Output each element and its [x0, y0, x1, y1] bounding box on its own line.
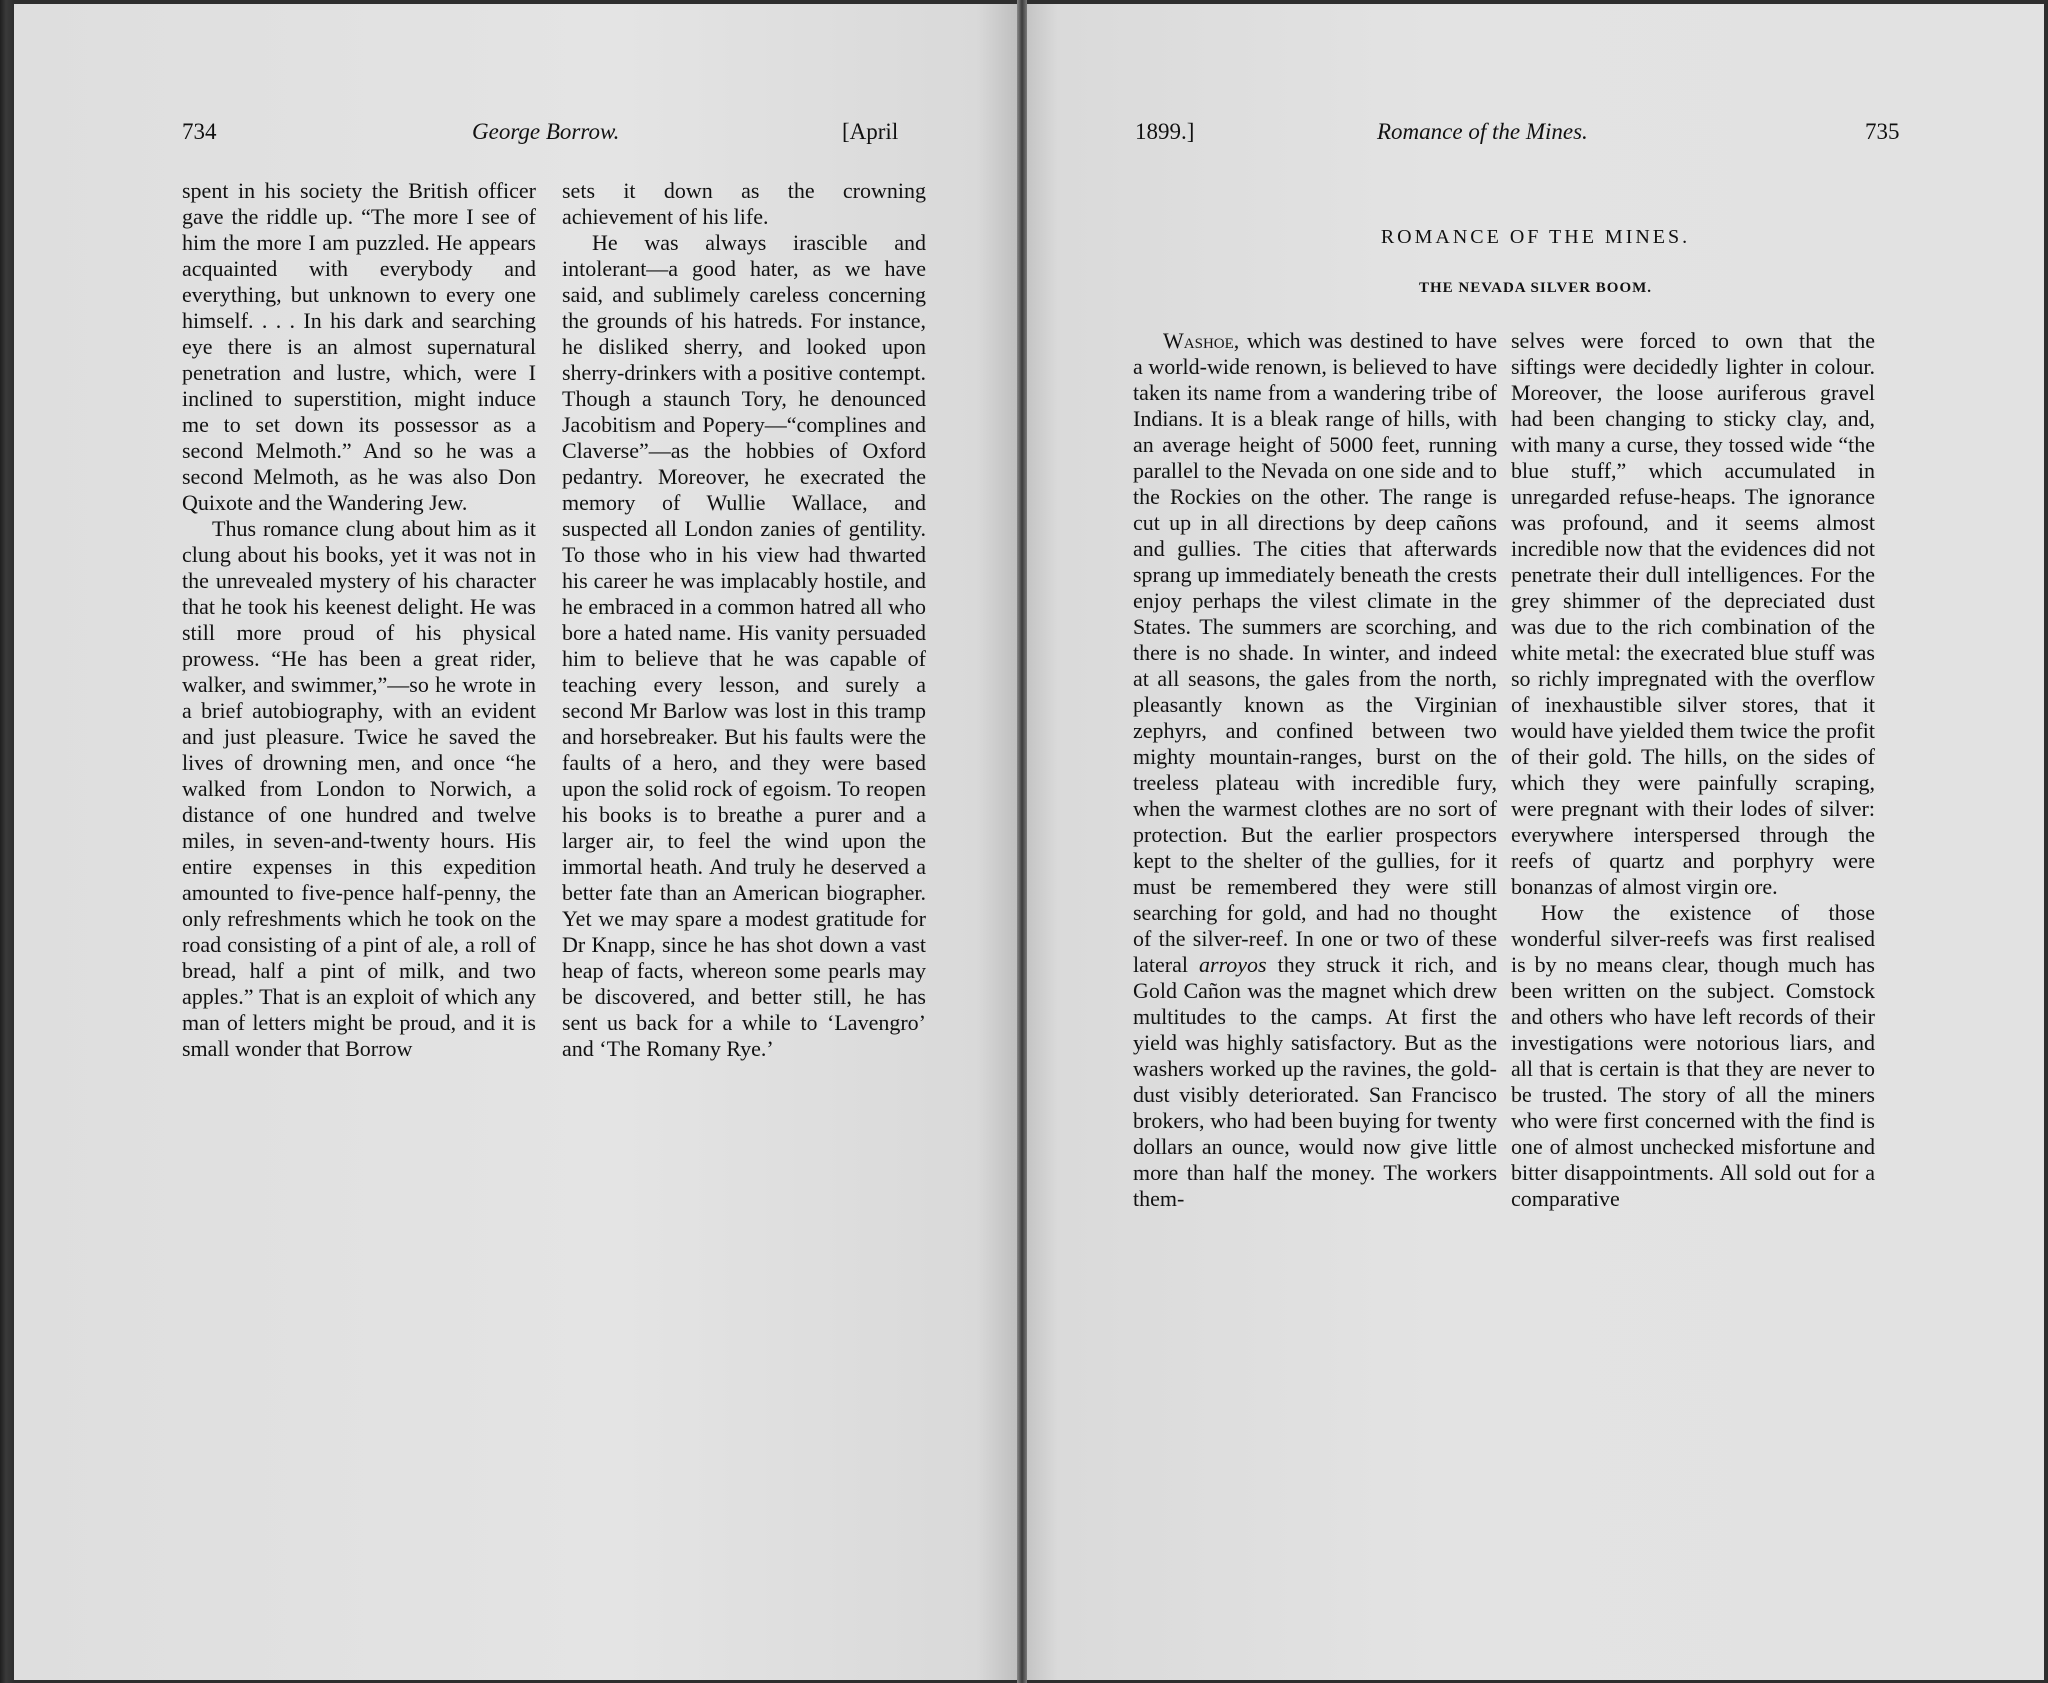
article-title: ROMANCE OF THE MINES. [1380, 226, 1691, 248]
left-page [14, 4, 1017, 1680]
lead-word: Washoe [1163, 328, 1234, 353]
right-running-title: Romance of the Mines. [1377, 119, 1588, 144]
paragraph: Thus romance clung about him as it clung about his books, yet it was not in the unrevealed mystery of his character that he took his keenest delight. He was still more proud of his physical prowess. “He has been a great rider, walker, and swimmer,”—so he wrote in a brief autobiography, with an evident and just pleasure. Twice he saved the lives of drowning men, and once “he walked from London to Norwich, a distance of one hundred and twelve miles, in seven-and-twenty hours. His entire expenses in this expedition amounted to five-pence half-penny, the only refreshments which he took on the road consisting of a pint of ale, a roll of bread, half a pint of milk, and two apples.” That is an exploit of which any man of letters might be proud, and it is small wonder that Borrow [182, 516, 536, 1061]
left-running-date: [April [842, 119, 899, 144]
paragraph: He was always irascible and intolerant—a good hater, as we have said, and sublimely careless concerning the grounds of his hatreds. For instance, he disliked sherry, and looked upon sherry-drinkers with a positive contempt. Though a staunch Tory, he denounced Jacobitism and Popery—“complines and Claverse”—as the hobbies of Oxford pedantry. Moreover, he execrated the memory of Wullie Wallace, and suspected all London zanies of gentility. To those who in his view had thwarted his career he was implacably hostile, and he embraced in a common hatred all who bore a hated name. His vanity persuaded him to believe that he was capable of teaching every lesson, and surely a second Mr Barlow was lost in this tramp and horsebreaker. But his faults were the faults of a hero, and they were based upon the solid rock of egoism. To reopen his books is to breathe a purer and a larger air, to feel the wind upon the immortal heath. And truly he deserved a better fate than an American biographer. Yet we may spare a modest gratitude for Dr Knapp, since he has shot down a vast heap of facts, whereon some pearls may be discovered, and better still, he has sent us back for a while to ‘Lavengro’ and ‘The Romany Rye.’ [562, 230, 926, 1061]
left-column-2 [562, 178, 926, 1062]
left-page-number: 734 [182, 119, 217, 144]
italic-word: arroyos [1198, 952, 1267, 977]
left-column-1 [182, 178, 536, 1062]
paragraph: sets it down as the crowning achievement of his life. [562, 178, 926, 229]
right-page-number: 735 [1865, 119, 1900, 144]
paragraph-text: , which was destined to have a world-wide renown, is believed to have taken its name from a wandering tribe of Indians. It is a bleak range of hills, with an average height of 5000 feet, running parallel to the Nevada on one side and to the Rockies on the other. The range is cut up in all directions by deep cañons and gullies. The cities that afterwards sprang up immediately beneath the crests enjoy perhaps the vilest climate in the States. The summers are scorching, and there is no shade. In winter, and indeed at all seasons, the gales from the north, pleasantly known as the Virginian zephyrs, and confined between two mighty mountain-ranges, burst on the treeless plateau with incredible fury, when the warmest clothes are no sort of protection. But the earlier prospectors kept to the shelter of the gullies, for it must be remembered they were still searching for gold, and had no thought of the silver-reef. In one or two of these lateral [1133, 328, 1497, 977]
paragraph [1133, 328, 1497, 1212]
article-subtitle: THE NEVADA SILVER BOOM. [1418, 280, 1653, 296]
paragraph: How the existence of those wonderful silver-reefs was first realised is by no means clear, though much has been written on the subject. Comstock and others who have left records of their investigations were notorious liars, and all that is certain is that they are never to be trusted. The story of all the miners who were first concerned with the find is one of almost unchecked misfortune and bitter disappointments. All sold out for a comparative [1511, 900, 1875, 1211]
right-column-1 [1133, 328, 1497, 1212]
paragraph-text: they struck it rich, and Gold Cañon was the magnet which drew multitudes to the camps. At first the yield was highly satisfactory. But as the washers worked up the ravines, the gold-dust visibly deteriorated. San Francisco brokers, who had been buying for twenty dollars an ounce, would now give little more than half the money. The workers them- [1133, 952, 1497, 1211]
book-gutter [1017, 0, 1027, 1683]
right-running-date: 1899.] [1135, 119, 1195, 144]
right-page [1027, 4, 2044, 1680]
paragraph: spent in his society the British officer gave the riddle up. “The more I see of him the more I am puzzled. He appears acquainted with everybody and everything, but unknown to every one himself. . . . In his dark and searching eye there is an almost supernatural penetration and lustre, which, were I inclined to superstition, might induce me to set down its possessor as a second Melmoth.” And so he was a second Melmoth, as he was also Don Quixote and the Wandering Jew. [182, 178, 536, 515]
left-running-title: George Borrow. [472, 119, 620, 144]
paragraph: selves were forced to own that the siftings were decidedly lighter in colour. Moreover, the loose auriferous gravel had been changing to sticky clay, and, with many a curse, they tossed wide “the blue stuff,” which accumulated in unregarded refuse-heaps. The ignorance was profound, and it seems almost incredible now that the evidences did not penetrate their dull intelligences. For the grey shimmer of the depreciated dust was due to the rich combination of the white metal: the execrated blue stuff was so richly impregnated with the overflow of inexhaustible silver stores, that it would have yielded them twice the profit of their gold. The hills, on the sides of which they were painfully scraping, were pregnant with their lodes of silver: everywhere interspersed through the reefs of quartz and porphyry were bonanzas of almost virgin ore. [1511, 328, 1875, 899]
right-column-2 [1511, 328, 1875, 1212]
